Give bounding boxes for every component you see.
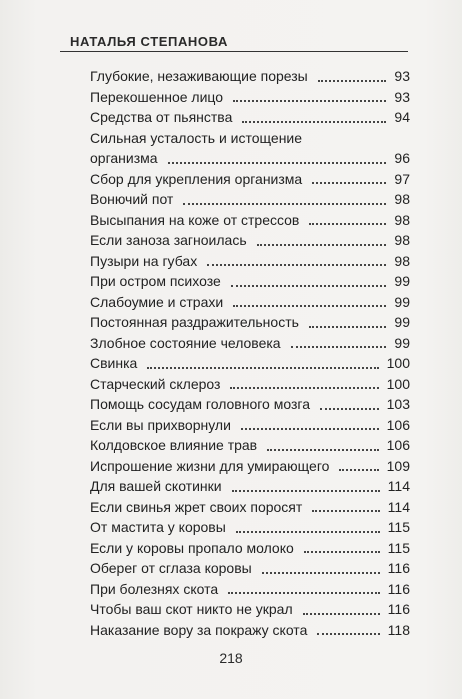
toc-entry bbox=[90, 271, 410, 292]
toc-dot-leader bbox=[233, 303, 386, 307]
toc-entry-page: 99 bbox=[394, 314, 410, 330]
toc-entry-title: От мастита у коровы bbox=[90, 519, 226, 535]
toc-entry-title: Вонючий пот bbox=[90, 191, 174, 207]
toc-entry-title: Оберег от сглаза коровы bbox=[90, 560, 252, 576]
toc-entry-page: 116 bbox=[387, 560, 410, 576]
toc-entry bbox=[90, 251, 410, 272]
toc-entry-title: При остром психозе bbox=[90, 273, 221, 289]
toc-entry bbox=[90, 558, 410, 579]
toc-entry-page: 118 bbox=[387, 621, 410, 638]
toc-dot-leader bbox=[207, 262, 386, 266]
toc-entry bbox=[90, 394, 410, 415]
toc-entry-title: Средства от пьянства bbox=[90, 109, 233, 125]
table-of-contents bbox=[90, 66, 410, 640]
toc-entry-page: 106 bbox=[386, 416, 410, 433]
header-rule bbox=[60, 51, 408, 52]
toc-entry bbox=[90, 374, 410, 395]
toc-dot-leader bbox=[257, 242, 387, 246]
toc-dot-leader bbox=[317, 631, 379, 635]
toc-dot-leader bbox=[304, 549, 380, 553]
toc-entry bbox=[90, 333, 410, 354]
toc-entry-page: 99 bbox=[394, 273, 410, 289]
toc-dot-leader bbox=[242, 119, 386, 123]
toc-dot-leader bbox=[168, 160, 387, 164]
toc-dot-leader bbox=[320, 406, 379, 410]
toc-entry-page: 98 bbox=[394, 252, 410, 269]
toc-entry-title: Если свинья жрет своих поросят bbox=[90, 498, 303, 515]
toc-entry-page: 114 bbox=[387, 478, 410, 494]
toc-dot-leader bbox=[312, 180, 386, 184]
toc-entry-page: 98 bbox=[394, 191, 410, 207]
toc-entry-title: Пузыри на губах bbox=[90, 252, 198, 269]
toc-entry bbox=[90, 210, 410, 231]
toc-dot-leader bbox=[312, 508, 379, 512]
toc-entry bbox=[90, 435, 410, 456]
toc-entry bbox=[90, 517, 410, 538]
toc-dot-leader bbox=[241, 426, 379, 430]
toc-entry-title: Наказание вору за покражу скота bbox=[90, 621, 308, 638]
toc-entry-title: Сбор для укрепления организма bbox=[90, 170, 303, 187]
toc-dot-leader bbox=[262, 570, 380, 574]
toc-entry bbox=[90, 230, 410, 251]
toc-entry bbox=[90, 312, 410, 333]
toc-entry-title: Для вашей скотинки bbox=[90, 478, 222, 494]
toc-entry-title: Сильная усталость и истощение организма bbox=[90, 129, 303, 166]
toc-entry-page: 115 bbox=[387, 519, 410, 535]
toc-entry-title: Если вы прихворнули bbox=[90, 416, 231, 433]
toc-entry-page: 96 bbox=[394, 150, 410, 166]
toc-entry bbox=[90, 579, 410, 600]
toc-entry-title: Помощь сосудам головного мозга bbox=[90, 396, 310, 412]
toc-entry bbox=[90, 189, 410, 210]
toc-entry-title: Злобное состояние человека bbox=[90, 334, 281, 351]
toc-entry bbox=[90, 107, 410, 128]
toc-entry-page: 114 bbox=[387, 498, 410, 515]
toc-entry bbox=[90, 128, 410, 169]
toc-dot-leader bbox=[267, 447, 379, 451]
toc-dot-leader bbox=[303, 611, 380, 615]
toc-entry bbox=[90, 456, 410, 477]
toc-entry-page: 115 bbox=[387, 539, 410, 556]
toc-entry-title: Слабоумие и страхи bbox=[90, 293, 224, 310]
toc-entry-title: Высыпания на коже от стрессов bbox=[90, 211, 300, 228]
toc-dot-leader bbox=[231, 283, 387, 287]
toc-entry bbox=[90, 353, 410, 374]
toc-entry-title: Чтобы ваш скот никто не украл bbox=[90, 601, 293, 617]
toc-entry-page: 116 bbox=[387, 580, 410, 597]
toc-dot-leader bbox=[228, 590, 380, 594]
toc-entry-page: 116 bbox=[387, 601, 410, 617]
toc-entry bbox=[90, 66, 410, 87]
toc-entry bbox=[90, 599, 410, 620]
toc-entry bbox=[90, 620, 410, 641]
toc-dot-leader bbox=[236, 529, 380, 533]
toc-entry-title: Старческий склероз bbox=[90, 375, 221, 392]
toc-entry bbox=[90, 538, 410, 559]
toc-entry-title: Глубокие, незаживающие порезы bbox=[90, 68, 308, 84]
toc-entry-page: 99 bbox=[394, 334, 410, 351]
toc-entry-page: 98 bbox=[394, 232, 410, 248]
toc-dot-leader bbox=[230, 385, 378, 389]
toc-entry-page: 103 bbox=[386, 396, 410, 412]
page-number: 218 bbox=[219, 650, 243, 666]
toc-dot-leader bbox=[232, 488, 380, 492]
toc-entry-title: Если заноза загноилась bbox=[90, 232, 247, 248]
toc-dot-leader bbox=[183, 201, 386, 205]
toc-dot-leader bbox=[339, 467, 378, 471]
toc-entry-page: 98 bbox=[394, 211, 410, 228]
toc-dot-leader bbox=[318, 78, 387, 82]
toc-entry bbox=[90, 292, 410, 313]
toc-entry-page: 97 bbox=[394, 170, 410, 187]
toc-dot-leader bbox=[291, 344, 387, 348]
toc-entry-page: 100 bbox=[386, 375, 410, 392]
toc-entry bbox=[90, 87, 410, 108]
toc-entry bbox=[90, 497, 410, 518]
toc-entry bbox=[90, 169, 410, 190]
toc-entry-title: Постоянная раздражительность bbox=[90, 314, 299, 330]
toc-entry bbox=[90, 415, 410, 436]
toc-entry-page: 99 bbox=[394, 293, 410, 310]
toc-entry-title: Если у коровы пропало молоко bbox=[90, 539, 294, 556]
running-header bbox=[60, 26, 408, 50]
author-name: НАТАЛЬЯ СТЕПАНОВА bbox=[70, 34, 228, 49]
toc-dot-leader bbox=[233, 98, 386, 102]
toc-entry-page: 100 bbox=[386, 355, 410, 371]
toc-entry-title: Перекошенное лицо bbox=[90, 88, 224, 105]
toc-dot-leader bbox=[309, 324, 387, 328]
toc-entry-title: Свинка bbox=[90, 355, 138, 371]
toc-dot-leader bbox=[309, 221, 386, 225]
toc-entry bbox=[90, 476, 410, 497]
toc-entry-title: Колдовское влияние трав bbox=[90, 437, 258, 453]
toc-entry-page: 106 bbox=[386, 437, 410, 453]
toc-dot-leader bbox=[147, 365, 378, 369]
toc-entry-page: 93 bbox=[394, 68, 410, 84]
toc-entry-page: 94 bbox=[394, 109, 410, 125]
toc-entry-page: 93 bbox=[394, 88, 410, 105]
toc-entry-title: Испрошение жизни для умирающего bbox=[90, 457, 330, 474]
toc-entry-page: 109 bbox=[386, 457, 410, 474]
toc-entry-title: При болезнях скота bbox=[90, 580, 219, 597]
